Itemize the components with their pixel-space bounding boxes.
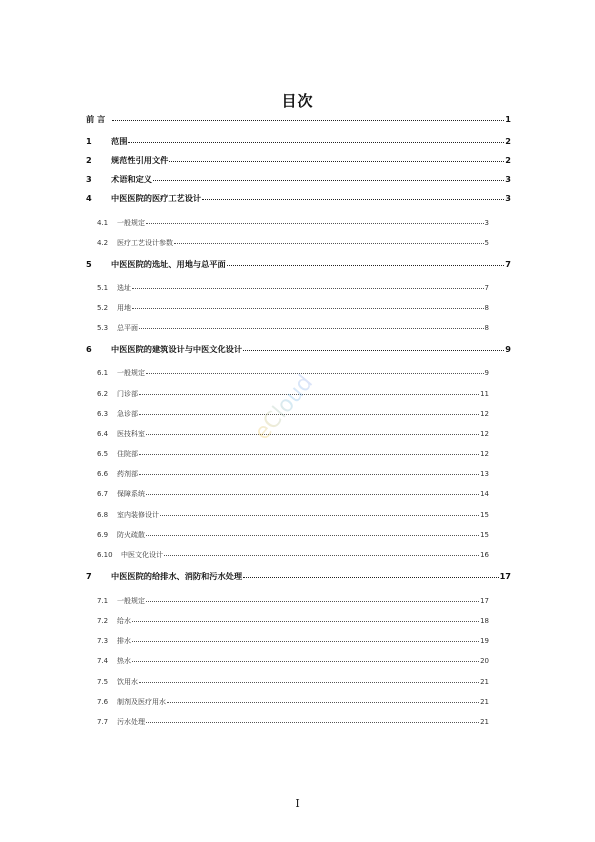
watermark-logo: eCloud [250,352,360,467]
toc-entry-number: 4.1 [97,219,109,227]
toc-entry-4-2[interactable] [97,238,489,248]
toc-entry-7-4[interactable] [97,656,489,666]
toc-entry-number: 7.7 [97,718,109,726]
toc-entry-page: 3 [505,193,511,203]
toc-entry-label: 饮用水 [117,678,138,686]
toc-entry-page: 14 [480,490,489,498]
toc-entry-number: 6.2 [97,390,109,398]
toc-entry-number: 1 [86,136,92,146]
toc-entry-page: 9 [484,369,489,377]
dot-leader [174,243,484,244]
toc-entry-page: 8 [484,304,489,312]
dot-leader [164,555,479,556]
toc-entry-label: 中医医院的建筑设计与中医文化设计 [111,344,243,354]
toc-entry-page: 15 [480,531,489,539]
dot-leader [132,308,484,309]
toc-entry-number: 6.3 [97,410,109,418]
dot-leader [243,577,499,578]
toc-entry-number: 2 [86,155,92,165]
toc-entry-page: 12 [480,430,489,438]
toc-entry-label: 制剂及医疗用水 [117,698,166,706]
toc-entry-number: 6.7 [97,490,109,498]
toc-entry-label: 医技科室 [117,430,145,438]
dot-leader [139,682,479,683]
toc-entry-label: 中医文化设计 [121,551,163,559]
toc-entry-label: 中医医院的选址、用地与总平面 [111,259,226,269]
toc-entry-number: 3 [86,174,92,184]
toc-entry-number: 7.4 [97,657,109,665]
toc-entry-number: 4.2 [97,239,109,247]
toc-entry-number: 6.10 [97,551,113,559]
toc-entry-label: 医疗工艺设计参数 [117,239,173,247]
dot-leader [132,288,484,289]
toc-entry-page: 21 [480,698,489,706]
toc-entry-7-3[interactable] [97,636,489,646]
toc-entry-number: 4 [86,193,92,203]
toc-entry-page: 7 [484,284,489,292]
toc-entry-7-6[interactable] [97,697,489,707]
toc-entry-label: 污水处理 [117,718,145,726]
toc-entry-page: 7 [505,259,511,269]
toc-entry-number: 5.1 [97,284,109,292]
toc-entry-label: 排水 [117,637,131,645]
dot-leader [139,454,479,455]
toc-entry-page: 5 [484,239,489,247]
toc-entry-number: 6.9 [97,531,109,539]
dot-leader [146,601,479,602]
toc-entry-page: 3 [484,219,489,227]
toc-entry-label: 室内装修设计 [117,511,159,519]
toc-entry-page: 11 [480,390,489,398]
toc-entry-6-7[interactable] [97,489,489,499]
toc-entry-page: 17 [480,597,489,605]
toc-entry-page: 20 [480,657,489,665]
toc-entry-label: 术语和定义 [111,174,152,184]
dot-leader [146,494,479,495]
toc-entry-label: 一般规定 [117,369,145,377]
dot-leader [128,142,504,143]
toc-entry-6-8[interactable] [97,510,489,520]
toc-entry-number: 6.6 [97,470,109,478]
toc-entry-4[interactable] [86,193,511,204]
dot-leader [169,161,504,162]
toc-entry-page: 13 [480,470,489,478]
dot-leader [243,350,504,351]
toc-entry-5-2[interactable] [97,303,489,313]
toc-entry-2[interactable] [86,155,511,166]
toc-entry-5-3[interactable] [97,323,489,333]
dot-leader [146,722,479,723]
toc-entry-page: 21 [480,718,489,726]
toc-entry-label: 中医医院的医疗工艺设计 [111,193,202,203]
page-number: I [295,797,300,810]
toc-entry-7-1[interactable] [97,596,489,606]
toc-entry-number: 7 [86,571,92,581]
toc-entry-label: 门诊部 [117,390,138,398]
toc-entry-label: 防火疏散 [117,531,145,539]
toc-entry-label: 一般规定 [117,597,145,605]
toc-entry-3[interactable] [86,174,511,185]
dot-leader [139,474,479,475]
toc-entry-label: 用地 [117,304,131,312]
toc-entry-label: 急诊部 [117,410,138,418]
dot-leader [153,180,504,181]
toc-entry-number: 6.5 [97,450,109,458]
toc-entry-label: 热水 [117,657,131,665]
dot-leader [167,702,479,703]
toc-entry-label: 总平面 [117,324,138,332]
toc-entry-page: 3 [505,174,511,184]
toc-entry-number: 7.6 [97,698,109,706]
toc-entry-number: 5.2 [97,304,109,312]
dot-leader [146,223,484,224]
toc-entry-number: 7.2 [97,617,109,625]
toc-entry-page: 19 [480,637,489,645]
toc-entry-number: 7.5 [97,678,109,686]
toc-entry-7-7[interactable] [97,717,489,727]
dot-leader [112,120,504,121]
toc-entry-page: 15 [480,511,489,519]
toc-entry-page: 8 [484,324,489,332]
toc-entry-number: 5 [86,259,92,269]
dot-leader [132,621,479,622]
toc-entry-label: 保障系统 [117,490,145,498]
dot-leader [160,515,479,516]
toc-entry-page: 17 [499,571,511,581]
toc-entry-page: 18 [480,617,489,625]
toc-entry-number: 6.1 [97,369,109,377]
toc-entry-page: 21 [480,678,489,686]
toc-entry-label: 中医医院的给排水、消防和污水处理 [111,571,243,581]
dot-leader [132,641,479,642]
toc-entry-label: 选址 [117,284,131,292]
toc-entry-6-9[interactable] [97,530,489,540]
toc-entry-number: 7.1 [97,597,109,605]
toc-entry-4-1[interactable] [97,218,489,228]
toc-entry-number: 7.3 [97,637,109,645]
toc-entry-number: 6 [86,344,92,354]
toc-entry-page: 9 [505,344,511,354]
toc-entry-label: 住院部 [117,450,138,458]
toc-entry-5-1[interactable] [97,283,489,293]
dot-leader [227,265,505,266]
toc-entry-page: 1 [505,114,511,124]
toc-entry-label: 一般规定 [117,219,145,227]
dot-leader [132,661,479,662]
toc-entry-1[interactable] [86,136,511,147]
toc-entry-number: 前 言 [86,114,106,124]
toc-entry-6-6[interactable] [97,469,489,479]
toc-entry-number: 6.8 [97,511,109,519]
toc-entry-label: 规范性引用文件 [111,155,169,165]
toc-entry-7-5[interactable] [97,677,489,687]
toc-entry-label: 范围 [111,136,128,146]
toc-entry-7-2[interactable] [97,616,489,626]
toc-entry-page: 12 [480,410,489,418]
toc-entry-page: 16 [480,551,489,559]
toc-entry-number: 5.3 [97,324,109,332]
toc-entry-5[interactable] [86,259,511,270]
toc-entry-foreword[interactable] [86,114,511,125]
dot-leader [139,328,484,329]
toc-entry-7[interactable] [86,571,511,582]
toc-entry-page: 12 [480,450,489,458]
dot-leader [146,535,479,536]
toc-title: 目次 [281,92,314,110]
dot-leader [202,199,504,200]
toc-entry-label: 给水 [117,617,131,625]
toc-entry-6[interactable] [86,344,511,355]
toc-entry-6-10[interactable] [97,550,489,560]
toc-entry-page: 2 [505,155,511,165]
toc-entry-page: 2 [505,136,511,146]
toc-entry-number: 6.4 [97,430,109,438]
toc-entry-label: 药剂部 [117,470,138,478]
